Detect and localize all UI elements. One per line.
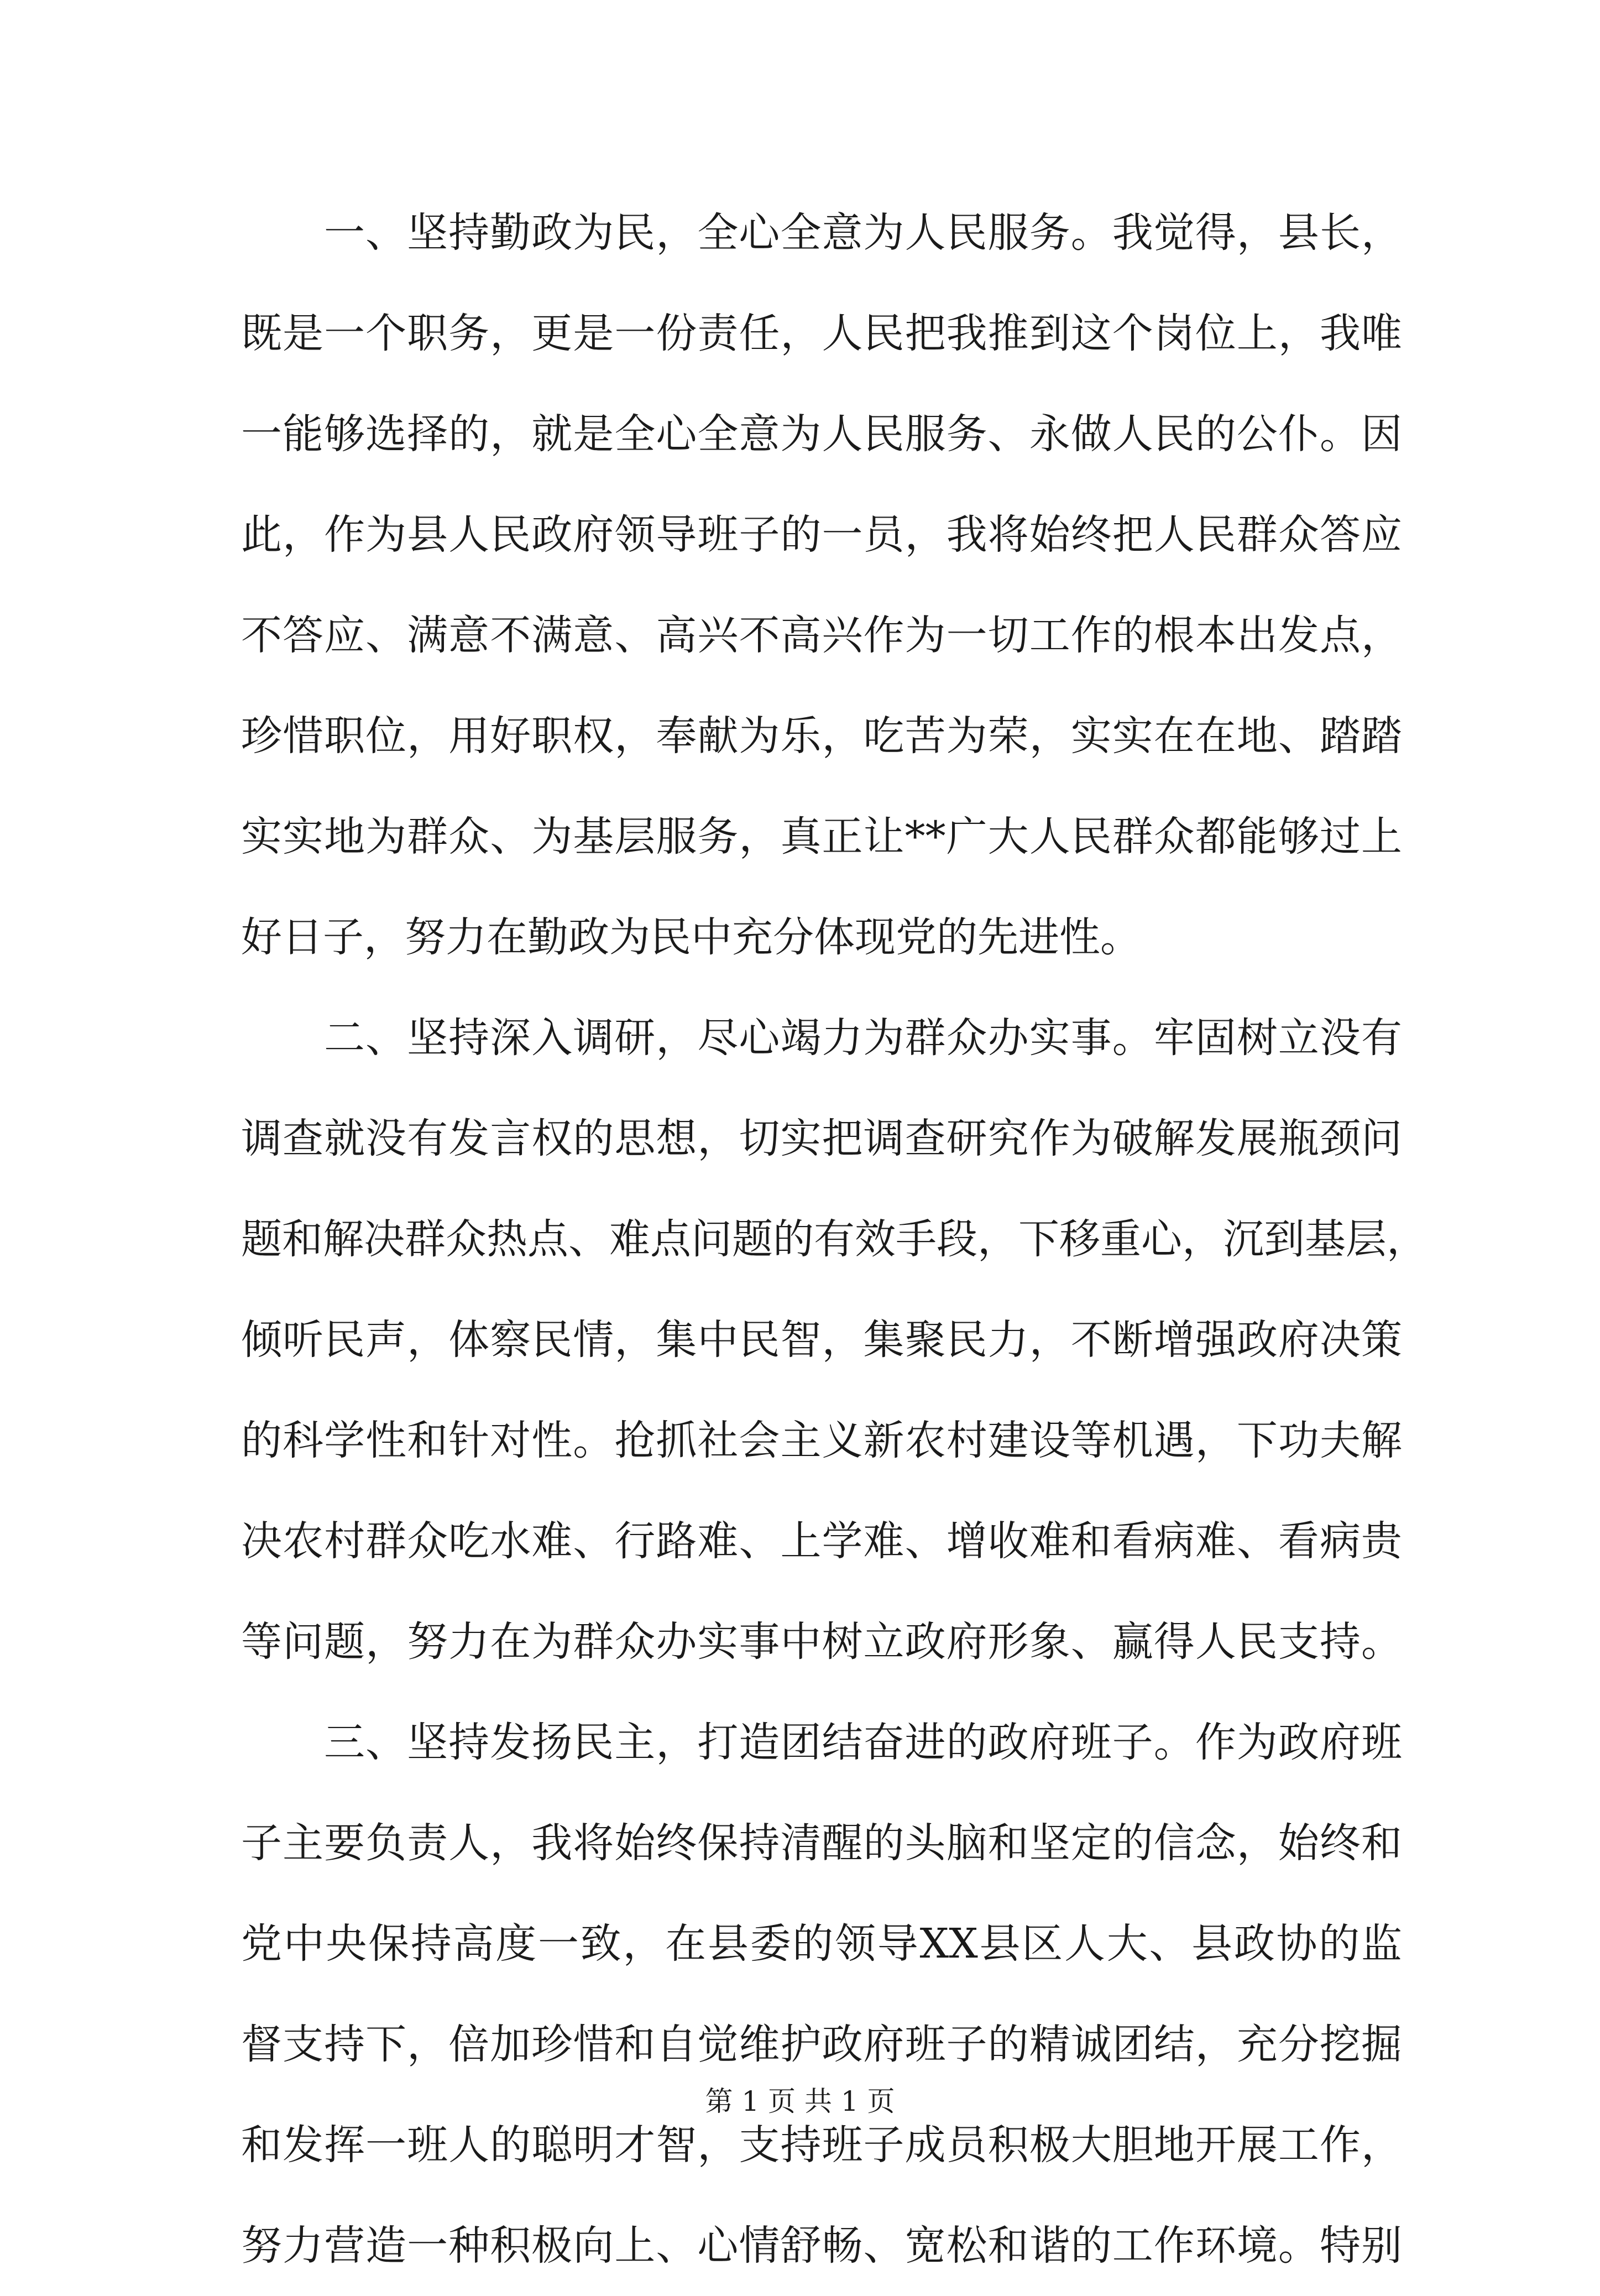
text-line: 好日子，努力在勤政为民中充分体现党的先进性。 — [241, 914, 1141, 961]
text-line: 决农村群众吃水难、行路难、上学难、增收难和看病难、看病贵 — [241, 1517, 1402, 1565]
text-line: 倾听民声，体察民情，集中民智，集聚民力，不断增强政府决策 — [241, 1316, 1402, 1364]
paragraph-3 — [241, 1692, 1402, 2296]
text-line: 督支持下，倍加珍惜和自觉维护政府班子的精诚团结，充分挖掘 — [241, 2021, 1402, 2068]
text-line: 的科学性和针对性。抢抓社会主义新农村建设等机遇，下功夫解 — [241, 1417, 1402, 1464]
page-footer — [0, 2085, 1600, 2118]
text-line: 努力营造一种积极向上、心情舒畅、宽松和谐的工作环境。特别 — [241, 2222, 1402, 2269]
text-line: 实实地为群众、为基层服务，真正让**广大人民群众都能够过上 — [241, 813, 1402, 860]
text-line: 等问题，努力在为群众办实事中树立政府形象、赢得人民支持。 — [241, 1618, 1402, 1666]
paragraph-1 — [241, 182, 1402, 988]
text-line: 调查就没有发言权的思想，切实把调查研究作为破解发展瓶颈问 — [241, 1115, 1402, 1162]
text-line: 一能够选择的，就是全心全意为人民服务、永做人民的公仆。因 — [241, 410, 1402, 458]
text-line: 不答应、满意不满意、高兴不高兴作为一切工作的根本出发点， — [241, 612, 1402, 659]
text-line: 三、坚持发扬民主，打造团结奋进的政府班子。作为政府班 — [324, 1719, 1402, 1766]
text-line: 珍惜职位，用好职权，奉献为乐，吃苦为荣，实实在在地、踏踏 — [241, 712, 1402, 760]
document-body — [241, 182, 1428, 2296]
paragraph-2 — [241, 988, 1428, 1692]
text-line: 子主要负责人，我将始终保持清醒的头脑和坚定的信念，始终和 — [241, 1819, 1402, 1867]
text-line: 一、坚持勤政为民，全心全意为人民服务。我觉得，县长， — [324, 209, 1402, 257]
text-line: 既是一个职务，更是一份责任，人民把我推到这个岗位上，我唯 — [241, 310, 1402, 357]
text-line: 党中央保持高度一致，在县委的领导XX县区人大、县政协的监 — [241, 1920, 1402, 1968]
text-line: 二、坚持深入调研，尽心竭力为群众办实事。牢固树立没有 — [324, 1014, 1402, 1062]
text-line: 此，作为县人民政府领导班子的一员，我将始终把人民群众答应 — [241, 511, 1402, 559]
text-line: 题和解决群众热点、难点问题的有效手段，下移重心，沉到基层， — [241, 1215, 1428, 1263]
page-number-label: 第 1 页 共 1 页 — [705, 2085, 895, 2117]
text-line: 和发挥一班人的聪明才智，支持班子成员积极大胆地开展工作， — [241, 2121, 1402, 2169]
